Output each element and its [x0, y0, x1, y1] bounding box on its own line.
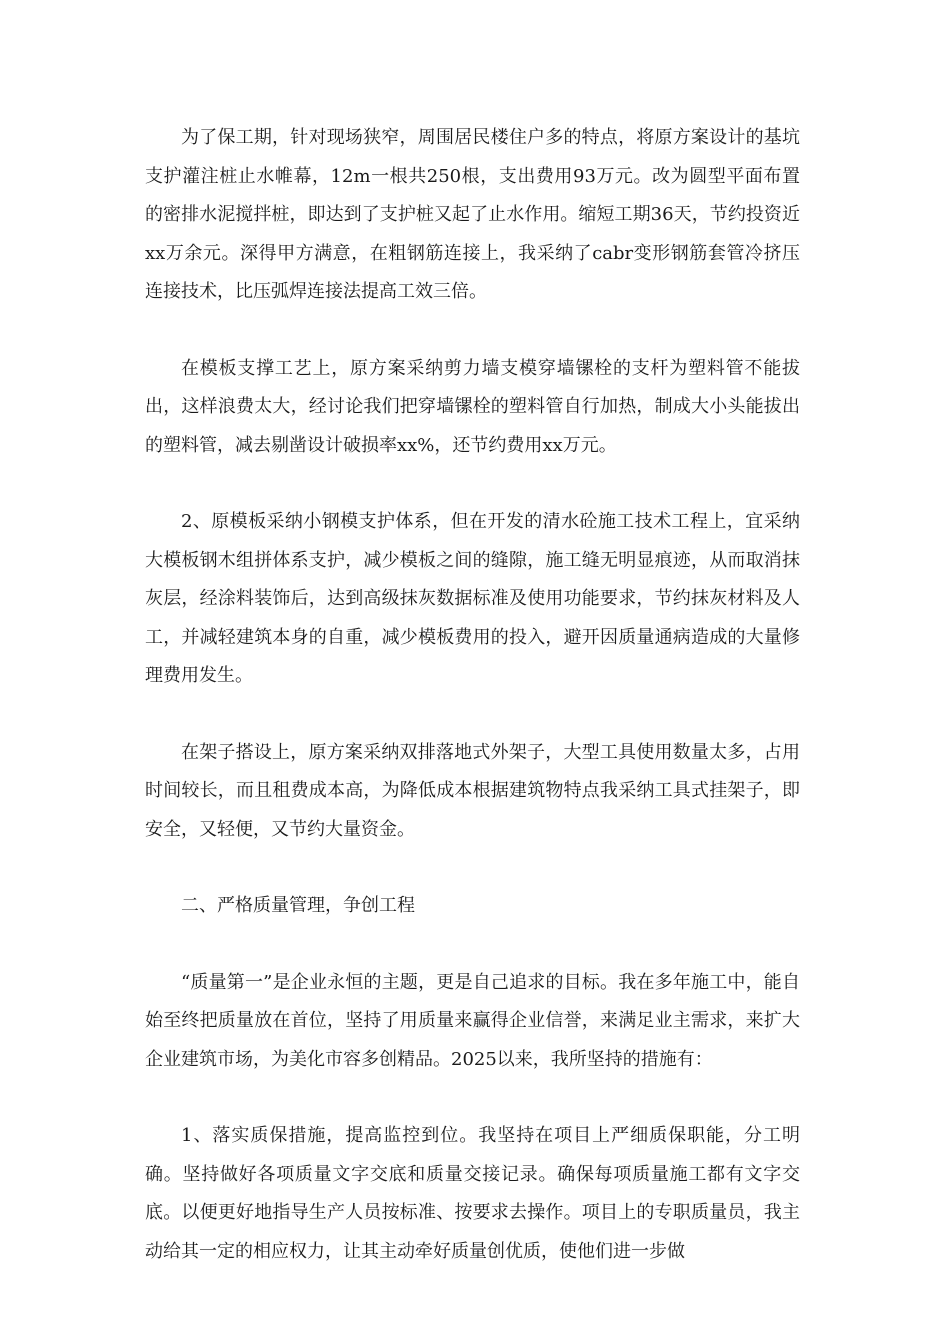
- document-body: [145, 119, 800, 1271]
- paragraph-scaffolding: 在架子搭设上，原方案采纳双排落地式外架子，大型工具使用数量太多，占用时间较长，而且租费成本高，为降低成本根据建筑物特点我采纳工具式挂架子，即安全，又轻便，又节约大量资金。: [145, 741, 800, 840]
- paragraph-spacer: [145, 849, 800, 887]
- paragraph-formwork-support: 在模板支撑工艺上，原方案采纳剪力墙支模穿墙镙栓的支杆为塑料管不能拔出，这样浪费太大，经讨论我们把穿墙镙栓的塑料管自行加热，制成大小头能拔出的塑料管，减去剔凿设计破损率xx%，还节约费用xx万元。: [145, 357, 800, 456]
- paragraph-spacer: [145, 1079, 800, 1117]
- paragraph-spacer: [145, 926, 800, 964]
- paragraph-foundation-support: 为了保工期，针对现场狭窄，周围居民楼住户多的特点，将原方案设计的基坑支护灌注桩止水帷幕，12m一根共250根，支出费用93万元。改为圆型平面布置的密排水泥搅拌桩，即达到了支护桩又起了止水作用。缩短工期36天，节约投资近xx万余元。深得甲方满意，在粗钢筋连接上，我采纳了cabr变形钢筋套管冷挤压连接技术，比压弧焊连接法提高工效三倍。: [145, 127, 800, 302]
- paragraph-spacer: [145, 696, 800, 734]
- paragraph-spacer: [145, 312, 800, 350]
- paragraph-steel-formwork: 2、原模板采纳小钢模支护体系，但在开发的清水砼施工技术工程上，宜采纳大模板钢木组拼体系支护，减少模板之间的缝隙，施工缝无明显痕迹，从而取消抹灰层，经涂料装饰后，达到高级抹灰数据标准及使用功能要求，节约抹灰材料及人工，并减轻建筑本身的自重，减少模板费用的投入，避开因质量通病造成的大量修理费用发生。: [145, 511, 800, 686]
- paragraph-spacer: [145, 465, 800, 503]
- paragraph-quality-measures: 1、落实质保措施，提高监控到位。我坚持在项目上严细质保职能，分工明确。坚持做好各项质量文字交底和质量交接记录。确保每项质量施工都有文字交底。以便更好地指导生产人员按标准、按要求去操作。项目上的专职质量员，我主动给其一定的相应权力，让其主动牵好质量创优质，使他们进一步做: [145, 1125, 800, 1262]
- section-heading-quality: 二、严格质量管理，争创工程: [181, 895, 415, 916]
- paragraph-quality-first: “质量第一”是企业永恒的主题，更是自己追求的目标。我在多年施工中，能自始至终把质量放在首位，坚持了用质量来赢得企业信誉，来满足业主需求，来扩大企业建筑市场，为美化市容多创精品。2025以来，我所坚持的措施有：: [145, 971, 800, 1070]
